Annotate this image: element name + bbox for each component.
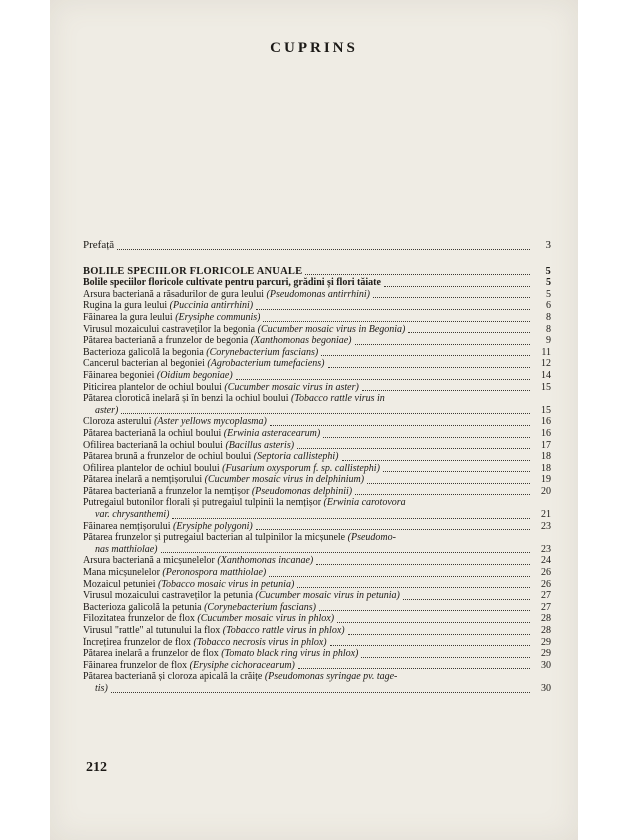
toc-entry-latin-name: (Cucumber mosaic virus in aster) (224, 381, 359, 393)
dot-leader (409, 499, 530, 507)
toc-entry-latin-name: nas matthiolae) (95, 543, 158, 555)
toc-entry-continuation (83, 544, 551, 556)
dot-leader (355, 486, 530, 495)
toc-page-number: 29 (541, 636, 551, 648)
toc-entry-title: Pătarea inelară a frunzelor de flox (Tomato black ring virus in phlox) (83, 648, 359, 660)
dot-leader (384, 278, 530, 287)
toc-page-number: 5 (546, 277, 551, 289)
toc-entry (83, 393, 551, 405)
toc-page-number: 24 (541, 555, 551, 567)
toc-entry-title: Arsura bacteriană a răsadurilor de gura leului (Pseudomonas antirrhini) (83, 288, 370, 300)
toc-entry-title: Virusul mozaicului castraveților la begonia (Cucumber mosaic virus in Begonia) (83, 323, 406, 335)
toc-entry-latin-name: (Erwinia asteracearum) (223, 427, 321, 439)
toc-entry-latin-name: (Pseudomo- (347, 532, 396, 544)
toc-page-number: 16 (541, 427, 551, 439)
dot-leader (236, 371, 530, 380)
toc-page-number: 3 (545, 239, 551, 251)
toc-page-number: 30 (541, 659, 551, 671)
toc-entry (83, 648, 551, 660)
toc-page-number: 14 (541, 369, 551, 381)
toc-entry-latin-name: (Septoria callistephi) (253, 451, 339, 463)
dot-leader (172, 510, 530, 519)
dot-leader (263, 313, 530, 322)
toc-page-number: 20 (541, 485, 551, 497)
toc-entry-latin-name: (Puccinia antirrhini) (169, 300, 254, 312)
dot-leader (297, 579, 530, 588)
toc-entry-title: Cloroza asterului (Aster yellows mycoplasma) (83, 416, 267, 428)
toc-entry-continuation (83, 509, 551, 521)
toc-page-number: 23 (541, 520, 551, 532)
dot-leader (256, 521, 530, 530)
toc-entry-latin-name: (Fusarium oxysporum f. sp. callistephi) (222, 462, 380, 474)
dot-leader (270, 417, 530, 426)
toc-entry (83, 416, 551, 428)
toc-page-number: 15 (541, 404, 551, 416)
toc-entry (83, 440, 551, 452)
toc-entry (83, 625, 551, 637)
toc-entry (83, 579, 551, 591)
toc-entry (83, 602, 551, 614)
dot-leader (399, 534, 530, 542)
toc-entry (83, 532, 551, 544)
toc-page-number: 26 (541, 578, 551, 590)
toc-entry-title: Virusul mozaicului castraveților la petunia (Cucumber mosaic virus in petunia) (83, 590, 400, 602)
toc-entry-latin-name: (Erysiphe communis) (175, 311, 261, 323)
toc-entry-latin-name: var. chrysanthemi) (95, 509, 170, 521)
toc-entry (83, 277, 551, 289)
dot-leader (337, 614, 530, 623)
toc-entry-title: Bolile speciilor floricole cultivate pentru parcuri, grădini și flori tăiate (83, 277, 381, 289)
toc-entry-latin-name: (Erwinia carotovora (323, 497, 406, 509)
toc-entry (83, 474, 551, 486)
toc-entry (83, 324, 551, 336)
toc-page-number: 28 (541, 625, 551, 636)
toc-page-number: 28 (541, 613, 551, 625)
dot-leader (161, 544, 531, 553)
toc-entry-title: Rugina la gura leului (Puccinia antirrhini) (83, 300, 254, 312)
toc-entry-title: Făinarea la gura leului (Erysiphe communis) (83, 311, 261, 323)
dot-leader (342, 452, 531, 461)
toc-page-number: 27 (541, 590, 551, 602)
toc-entry-latin-name: (Tobacco rattle virus in phlox) (222, 625, 345, 636)
toc-page-number: 12 (541, 358, 551, 370)
toc-entry-title: BOLILE SPECIILOR FLORICOLE ANUALE (83, 265, 303, 277)
dot-leader (330, 637, 530, 646)
toc-entry-title: Pătarea frunzelor și putregaiul bacterian al tulpinilor la micșunele (Pseudomo- (83, 532, 396, 544)
dot-leader (400, 673, 530, 681)
toc-page-number: 27 (541, 601, 551, 613)
dot-leader (361, 649, 530, 658)
toc-page-number: 17 (541, 439, 551, 451)
toc-entry (83, 451, 551, 463)
dot-leader (323, 429, 530, 438)
toc-entry-title: Făinarea frunzelor de flox (Erysiphe cichoracearum) (83, 659, 295, 671)
toc-entry-latin-name: (Aster yellows mycoplasma) (154, 416, 267, 428)
toc-entry-title: Făinarea begoniei (Oidium begoniae) (83, 369, 233, 381)
toc-entry (83, 486, 551, 498)
toc-entry-latin-name: tis) (95, 682, 108, 694)
dot-leader (298, 660, 530, 669)
toc-entry (83, 660, 551, 672)
toc-page-number: 18 (541, 462, 551, 474)
toc-entry (83, 347, 551, 359)
toc-page-number: 30 (541, 682, 551, 694)
toc-entry-latin-name: (Cucumber mosaic virus in Begonia) (257, 323, 406, 335)
page-title: CUPRINS (270, 40, 358, 56)
dot-leader (316, 556, 530, 565)
toc-entry (83, 637, 551, 649)
toc-entry-latin-name: (Corynebacterium fascians) (206, 346, 319, 358)
dot-leader (269, 568, 530, 577)
toc-entry-latin-name: (Cucumber mosaic virus in phlox) (197, 613, 335, 625)
toc-entry-latin-name: (Xanthomonas incanae) (217, 555, 314, 567)
toc-page-number: 21 (541, 509, 551, 521)
toc-entry (83, 335, 551, 347)
toc-entry-title: Pătarea clorotică inelară și în benzi la ochiul boului (Tobacco rattle virus in (83, 393, 385, 405)
toc-entry-title: Filozitatea frunzelor de flox (Cucumber mosaic virus in phlox) (83, 613, 335, 625)
toc-page-number: 19 (541, 474, 551, 486)
toc-entry-title: Pătarea bacteriană a frunzelor de begonia (Xanthomonas begoniae) (83, 335, 352, 347)
toc-entry-latin-name: (Tomato black ring virus in phlox) (221, 648, 359, 660)
toc-entry-title: Bacterioza galicolă la begonia (Corynebacterium fascians) (83, 346, 319, 358)
toc-entry (83, 613, 551, 625)
toc-entry (83, 300, 551, 312)
toc-entry (83, 521, 551, 533)
dot-leader (408, 324, 530, 333)
toc-entry-title: Cancerul bacterian al begoniei (Agrobacterium tumefaciens) (83, 358, 325, 370)
dot-leader (305, 266, 530, 275)
dot-leader (256, 301, 530, 310)
dot-leader (388, 395, 530, 403)
toc-entry-latin-name: (Bacillus asteris) (225, 439, 295, 451)
dot-leader (362, 382, 530, 391)
table-of-contents (83, 240, 551, 695)
toc-entry-title: Mana micșunelelor (Peronospora matthiolae) (83, 567, 267, 579)
toc-entry (83, 240, 551, 252)
toc-entry-title: Piticirea plantelor de ochiul boului (Cucumber mosaic virus in aster) (83, 381, 359, 393)
toc-entry (83, 555, 551, 567)
toc-entry-title: Arsura bacteriană a micșunelelor (Xanthomonas incanae) (83, 555, 314, 567)
toc-entry (83, 497, 551, 509)
toc-entry-latin-name: (Tobacco mosaic virus in petunia) (157, 578, 295, 590)
dot-leader (373, 289, 530, 298)
toc-entry-title: Ofilirea plantelor de ochiul boului (Fusarium oxysporum f. sp. callistephi) (83, 462, 380, 474)
toc-page-number: 16 (541, 416, 551, 428)
toc-page-number: 8 (546, 311, 551, 323)
toc-entry-title: Încrețirea frunzelor de flox (Tobacco necrosis virus in phlox) (83, 636, 327, 648)
toc-page-number: 9 (546, 335, 551, 347)
toc-entry-title: Prefață (83, 240, 115, 251)
toc-entry-latin-name: (Pseudomonas syringae pv. tage- (264, 671, 398, 683)
toc-entry-title: Pătarea brună a frunzelor de ochiul boului (Septoria callistephi) (83, 451, 339, 463)
page-number: 212 (86, 760, 107, 775)
dot-leader (348, 626, 530, 635)
toc-entry-latin-name: (Xanthomonas begoniae) (250, 335, 352, 347)
toc-entry-title: Pătarea inelară a nemțișorului (Cucumber mosaic virus in delphinium) (83, 474, 365, 486)
toc-entry-latin-name: (Agrobacterium tumefaciens) (207, 358, 325, 370)
toc-entry-latin-name: (Oidium begoniae) (156, 369, 233, 381)
toc-page-number: 8 (546, 323, 551, 335)
dot-leader (383, 463, 530, 472)
toc-page-number: 5 (546, 288, 551, 300)
dot-leader (319, 602, 530, 611)
toc-entry-latin-name: (Cucumber mosaic virus in delphinium) (204, 474, 365, 486)
toc-entry-latin-name: (Tobacco necrosis virus in phlox) (193, 636, 327, 648)
toc-page-number: 18 (541, 451, 551, 463)
toc-entry (83, 567, 551, 579)
dot-leader (355, 336, 530, 345)
dot-leader (117, 241, 530, 250)
dot-leader (111, 684, 530, 693)
toc-entry-latin-name: (Corynebacterium fascians) (204, 601, 316, 613)
toc-entry-title: Virusul "rattle" al tutunului la flox (Tobacco rattle virus in phlox) (83, 625, 345, 636)
toc-entry-title: Pătarea bacteriană la ochiul boului (Erwinia asteracearum) (83, 427, 321, 439)
toc-entry (83, 590, 551, 602)
toc-entry (83, 370, 551, 382)
toc-entry (83, 382, 551, 394)
dot-leader (328, 359, 531, 368)
toc-page-number: 6 (546, 300, 551, 312)
toc-page-number: 29 (541, 648, 551, 660)
toc-entry (83, 671, 551, 683)
toc-entry-title: Pătarea bacteriană a frunzelor la nemțișor (Pseudomonas delphinii) (83, 485, 353, 497)
toc-entry-continuation (83, 405, 551, 417)
toc-entry (83, 428, 551, 440)
toc-entry-latin-name: (Pseudomonas delphinii) (251, 485, 353, 497)
toc-entry (83, 463, 551, 475)
toc-entry-title: Ofilirea bacteriană la ochiul boului (Bacillus asteris) (83, 439, 295, 451)
toc-entry-title: Mozaicul petuniei (Tobacco mosaic virus in petunia) (83, 578, 295, 590)
toc-entry-latin-name: (Peronospora matthiolae) (162, 567, 267, 579)
toc-page-number: 26 (541, 567, 551, 579)
toc-entry (83, 289, 551, 301)
toc-entry (83, 312, 551, 324)
toc-page-number: 23 (541, 543, 551, 555)
toc-page-number: 5 (545, 265, 551, 277)
toc-entry-title: Bacterioza galicolă la petunia (Corynebacterium fascians) (83, 601, 316, 613)
toc-entry-continuation (83, 683, 551, 695)
toc-entry-latin-name: (Erysiphe cichoracearum) (189, 659, 295, 671)
toc-entry-latin-name: (Cucumber mosaic virus in petunia) (255, 590, 400, 602)
toc-entry-latin-name: (Pseudomonas antirrhini) (266, 288, 370, 300)
toc-entry-latin-name: (Erysiphe polygoni) (172, 520, 253, 532)
dot-leader (403, 591, 530, 600)
dot-leader (321, 347, 530, 356)
toc-entry (83, 358, 551, 370)
toc-entry-title: Pătarea bacteriană și cloroza apicală la crăițe (Pseudomonas syringae pv. tage- (83, 671, 398, 683)
toc-entry-title: Putregaiul butonilor florali și putregaiul tulpinii la nemțișor (Erwinia carotovora (83, 497, 406, 509)
toc-entry-title: Făinarea nemțișorului (Erysiphe polygoni) (83, 520, 253, 532)
dot-leader (121, 405, 530, 414)
dot-leader (367, 475, 530, 484)
toc-entry (83, 266, 551, 278)
dot-leader (297, 440, 530, 449)
toc-page-number: 11 (541, 346, 551, 358)
toc-entry-latin-name: aster) (95, 404, 119, 416)
toc-entry-latin-name: (Tobacco rattle virus in (290, 393, 385, 405)
toc-page-number: 15 (541, 381, 551, 393)
